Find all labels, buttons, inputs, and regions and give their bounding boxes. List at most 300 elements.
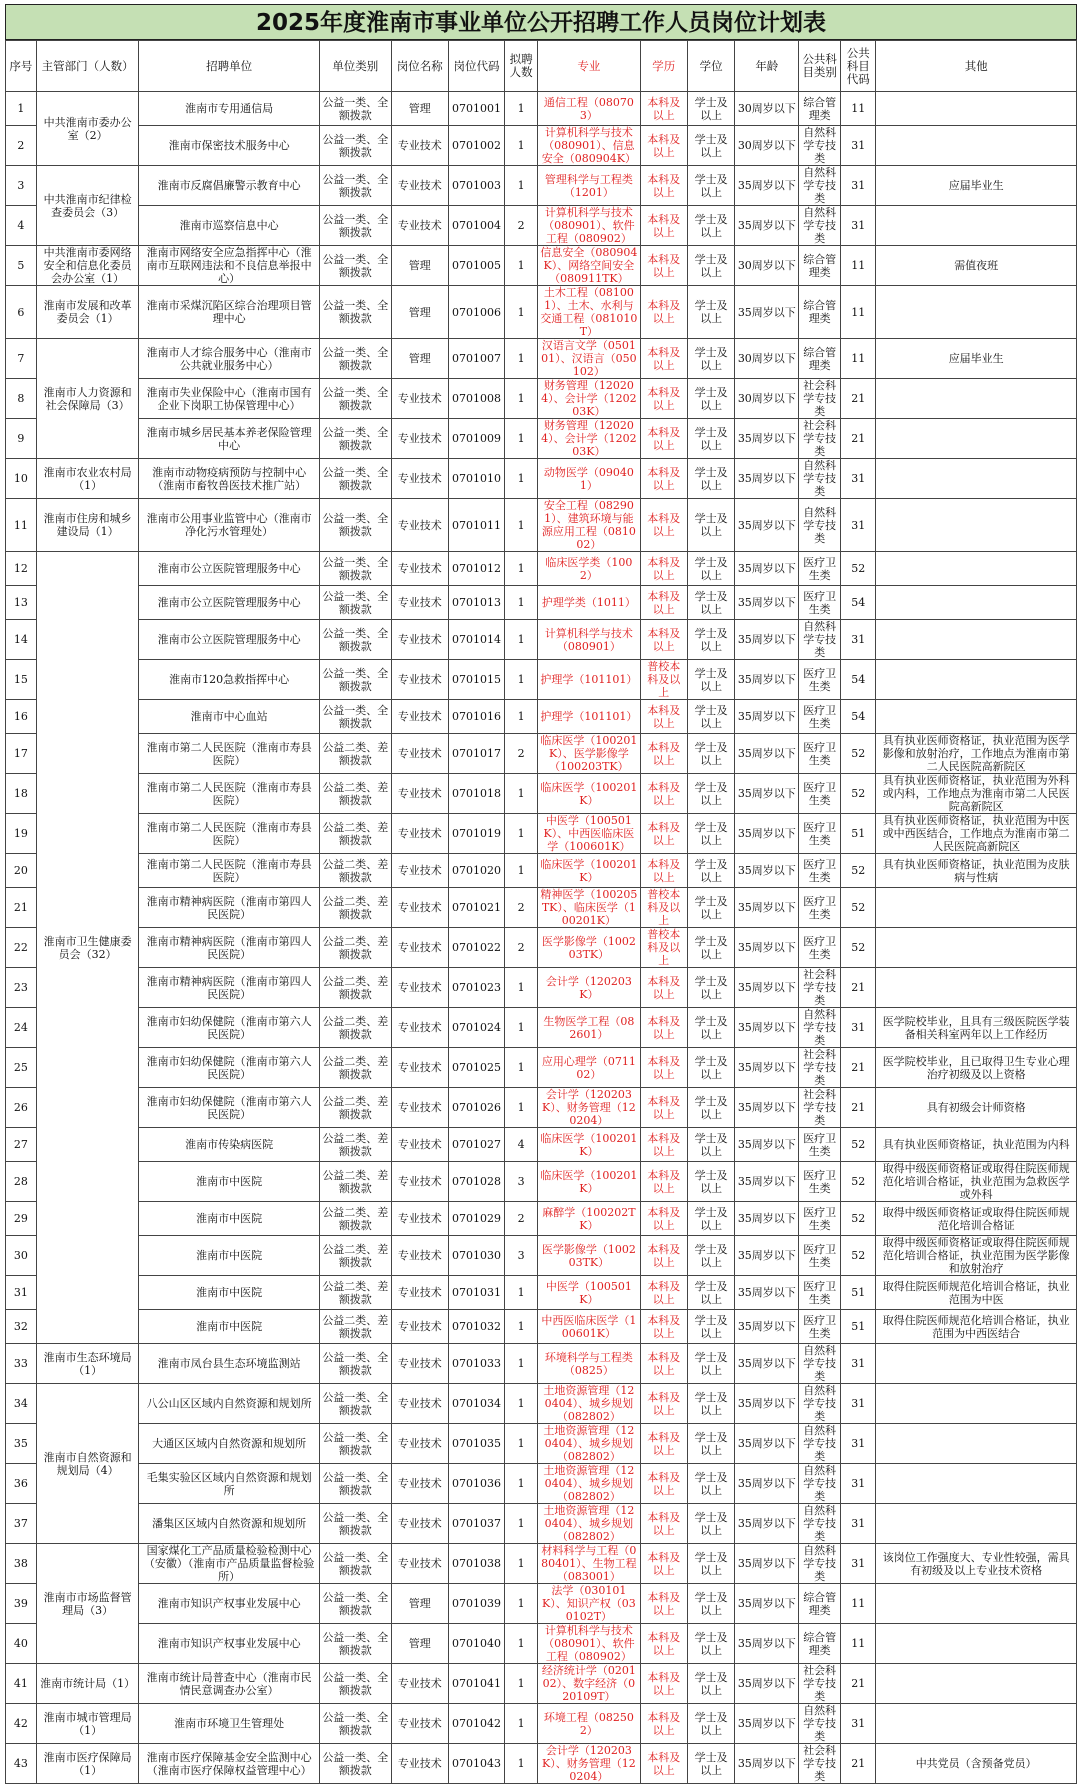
cell-unit-type: 公益二类、差额拨款 <box>320 1276 392 1310</box>
cell-edu: 本科及以上 <box>640 734 687 774</box>
cell-exam-cat: 自然科学专技类 <box>799 1344 841 1384</box>
cell-exam-cat: 自然科学专技类 <box>799 459 841 499</box>
cell-exam-cat: 自然科学专技类 <box>799 1008 841 1048</box>
cell-exam-code: 11 <box>841 92 876 126</box>
cell-exam-code: 54 <box>841 700 876 734</box>
cell-age: 30周岁以下 <box>735 379 799 419</box>
cell-age: 35周岁以下 <box>735 928 799 968</box>
cell-unit: 淮南市妇幼保健院（淮南市第六人民医院） <box>139 1008 320 1048</box>
cell-dept: 淮南市住房和城乡建设局（1） <box>36 499 138 552</box>
cell-other: 具有执业医师资格证，执业范围为外科或内科，工作地点为淮南市第二人民医院高新院区 <box>876 774 1077 814</box>
cell-dept: 淮南市人力资源和社会保障局（3） <box>36 339 138 459</box>
cell-no: 25 <box>6 1048 37 1088</box>
cell-no: 41 <box>6 1664 37 1704</box>
cell-degree: 学士及以上 <box>687 286 734 339</box>
cell-pos-code: 0701020 <box>448 854 504 888</box>
cell-exam-cat: 医疗卫生类 <box>799 1236 841 1276</box>
cell-pos-name: 专业技术 <box>391 1384 448 1424</box>
cell-major: 会计学（120203K）、财务管理（120204） <box>538 1088 640 1128</box>
cell-age: 35周岁以下 <box>735 499 799 552</box>
cell-age: 35周岁以下 <box>735 854 799 888</box>
cell-major: 医学影像学（100203TK） <box>538 928 640 968</box>
cell-pos-code: 0701016 <box>448 700 504 734</box>
cell-degree: 学士及以上 <box>687 1162 734 1202</box>
cell-exam-code: 52 <box>841 888 876 928</box>
cell-unit-type: 公益一类、全额拨款 <box>320 459 392 499</box>
cell-major: 计算机科学与技术（080901） <box>538 620 640 660</box>
cell-major: 计算机科学与技术（080901）、软件工程（080902） <box>538 1624 640 1664</box>
cell-major: 麻醉学（100202TK） <box>538 1202 640 1236</box>
cell-pos-code: 0701009 <box>448 419 504 459</box>
cell-count: 1 <box>505 1344 538 1384</box>
cell-unit-type: 公益一类、全额拨款 <box>320 660 392 700</box>
cell-degree: 学士及以上 <box>687 92 734 126</box>
cell-major: 材料科学与工程（080401）、生物工程（083001） <box>538 1544 640 1584</box>
cell-unit-type: 公益一类、全额拨款 <box>320 700 392 734</box>
cell-pos-name: 专业技术 <box>391 379 448 419</box>
cell-age: 35周岁以下 <box>735 1544 799 1584</box>
cell-other <box>876 928 1077 968</box>
cell-major: 法学（030101K）、知识产权（030102T） <box>538 1584 640 1624</box>
cell-unit-type: 公益二类、差额拨款 <box>320 814 392 854</box>
table-row <box>6 1008 1077 1048</box>
cell-degree: 学士及以上 <box>687 1236 734 1276</box>
cell-exam-cat: 社会科学专技类 <box>799 419 841 459</box>
cell-pos-name: 专业技术 <box>391 586 448 620</box>
cell-edu: 本科及以上 <box>640 1424 687 1464</box>
cell-exam-cat: 自然科学专技类 <box>799 1384 841 1424</box>
cell-other: 具有执业医师资格证，执业范围为皮肤病与性病 <box>876 854 1077 888</box>
cell-major: 信息安全（080904K）、网络空间安全（080911TK） <box>538 246 640 286</box>
cell-no: 42 <box>6 1704 37 1744</box>
table-header-row <box>6 41 1077 92</box>
cell-degree: 学士及以上 <box>687 379 734 419</box>
cell-age: 30周岁以下 <box>735 126 799 166</box>
cell-unit-type: 公益一类、全额拨款 <box>320 206 392 246</box>
cell-no: 6 <box>6 286 37 339</box>
cell-dept: 中共淮南市委办公室（2） <box>36 92 138 166</box>
cell-pos-code: 0701031 <box>448 1276 504 1310</box>
cell-pos-code: 0701036 <box>448 1464 504 1504</box>
cell-exam-code: 31 <box>841 206 876 246</box>
table-body <box>6 92 1077 1784</box>
cell-age: 35周岁以下 <box>735 166 799 206</box>
cell-edu: 本科及以上 <box>640 419 687 459</box>
cell-pos-name: 专业技术 <box>391 126 448 166</box>
cell-unit-type: 公益二类、差额拨款 <box>320 1202 392 1236</box>
cell-other: 具有执业医师资格证，执业范围为内科 <box>876 1128 1077 1162</box>
col-header-exam-cat: 公共科目类别 <box>799 41 841 92</box>
cell-pos-code: 0701018 <box>448 774 504 814</box>
table-row <box>6 928 1077 968</box>
cell-pos-code: 0701042 <box>448 1704 504 1744</box>
cell-pos-code: 0701039 <box>448 1584 504 1624</box>
cell-count: 1 <box>505 1704 538 1744</box>
cell-unit-type: 公益一类、全额拨款 <box>320 1504 392 1544</box>
cell-unit: 淮南市人才综合服务中心（淮南市公共就业服务中心） <box>139 339 320 379</box>
cell-age: 35周岁以下 <box>735 1384 799 1424</box>
cell-edu: 本科及以上 <box>640 1504 687 1544</box>
cell-no: 7 <box>6 339 37 379</box>
cell-count: 1 <box>505 854 538 888</box>
cell-unit-type: 公益一类、全额拨款 <box>320 339 392 379</box>
table-row <box>6 206 1077 246</box>
cell-exam-code: 51 <box>841 814 876 854</box>
table-row <box>6 774 1077 814</box>
table-row <box>6 126 1077 166</box>
cell-unit-type: 公益二类、差额拨款 <box>320 888 392 928</box>
cell-pos-code: 0701011 <box>448 499 504 552</box>
cell-exam-code: 31 <box>841 166 876 206</box>
cell-edu: 本科及以上 <box>640 1464 687 1504</box>
cell-pos-code: 0701017 <box>448 734 504 774</box>
cell-exam-cat: 自然科学专技类 <box>799 620 841 660</box>
cell-exam-code: 21 <box>841 1744 876 1784</box>
cell-count: 1 <box>505 499 538 552</box>
table-row <box>6 419 1077 459</box>
cell-exam-cat: 医疗卫生类 <box>799 888 841 928</box>
cell-pos-name: 专业技术 <box>391 1276 448 1310</box>
cell-exam-code: 54 <box>841 660 876 700</box>
table-row <box>6 1584 1077 1624</box>
cell-major: 通信工程（080703） <box>538 92 640 126</box>
cell-unit: 淮南市公用事业监管中心（淮南市净化污水管理处） <box>139 499 320 552</box>
cell-pos-name: 专业技术 <box>391 700 448 734</box>
cell-no: 13 <box>6 586 37 620</box>
cell-unit: 淮南市知识产权事业发展中心 <box>139 1584 320 1624</box>
cell-age: 35周岁以下 <box>735 206 799 246</box>
cell-unit-type: 公益一类、全额拨款 <box>320 1464 392 1504</box>
cell-other <box>876 1384 1077 1424</box>
col-header-major: 专业 <box>538 41 640 92</box>
cell-pos-code: 0701026 <box>448 1088 504 1128</box>
cell-other: 具有初级会计师资格 <box>876 1088 1077 1128</box>
cell-age: 35周岁以下 <box>735 1664 799 1704</box>
cell-exam-code: 21 <box>841 379 876 419</box>
cell-count: 1 <box>505 126 538 166</box>
cell-edu: 本科及以上 <box>640 166 687 206</box>
cell-no: 4 <box>6 206 37 246</box>
cell-age: 35周岁以下 <box>735 1202 799 1236</box>
cell-other: 具有执业医师资格证，执业范围为医学影像和放射治疗，工作地点为淮南市第二人民医院高新院区 <box>876 734 1077 774</box>
cell-major: 动物医学（090401） <box>538 459 640 499</box>
cell-count: 4 <box>505 1128 538 1162</box>
cell-degree: 学士及以上 <box>687 774 734 814</box>
cell-age: 35周岁以下 <box>735 774 799 814</box>
cell-pos-name: 专业技术 <box>391 1008 448 1048</box>
cell-age: 35周岁以下 <box>735 419 799 459</box>
cell-age: 35周岁以下 <box>735 734 799 774</box>
cell-unit: 八公山区区域内自然资源和规划所 <box>139 1384 320 1424</box>
cell-age: 35周岁以下 <box>735 968 799 1008</box>
cell-major: 临床医学类（1002） <box>538 552 640 586</box>
cell-pos-name: 管理 <box>391 92 448 126</box>
cell-no: 32 <box>6 1310 37 1344</box>
cell-exam-code: 52 <box>841 1236 876 1276</box>
cell-major: 汉语言文学（050101）、汉语言（050102） <box>538 339 640 379</box>
cell-exam-code: 11 <box>841 286 876 339</box>
cell-pos-code: 0701015 <box>448 660 504 700</box>
cell-other <box>876 1584 1077 1624</box>
cell-pos-code: 0701010 <box>448 459 504 499</box>
cell-exam-code: 31 <box>841 1464 876 1504</box>
cell-no: 27 <box>6 1128 37 1162</box>
table-row <box>6 379 1077 419</box>
cell-pos-code: 0701030 <box>448 1236 504 1276</box>
cell-major: 会计学（120203K）、财务管理（120204） <box>538 1744 640 1784</box>
cell-pos-code: 0701027 <box>448 1128 504 1162</box>
cell-unit: 淮南市专用通信局 <box>139 92 320 126</box>
cell-other: 取得中级医师资格证或取得住院医师规范化培训合格证 <box>876 1202 1077 1236</box>
cell-age: 30周岁以下 <box>735 92 799 126</box>
cell-count: 1 <box>505 814 538 854</box>
cell-pos-name: 专业技术 <box>391 1704 448 1744</box>
cell-exam-code: 31 <box>841 126 876 166</box>
cell-exam-cat: 综合管理类 <box>799 246 841 286</box>
cell-unit: 淮南市巡察信息中心 <box>139 206 320 246</box>
cell-unit: 淮南市公立医院管理服务中心 <box>139 552 320 586</box>
cell-exam-code: 11 <box>841 339 876 379</box>
cell-pos-name: 专业技术 <box>391 1162 448 1202</box>
cell-pos-name: 专业技术 <box>391 206 448 246</box>
cell-exam-code: 31 <box>841 1344 876 1384</box>
cell-degree: 学士及以上 <box>687 1310 734 1344</box>
cell-exam-cat: 自然科学专技类 <box>799 499 841 552</box>
cell-no: 21 <box>6 888 37 928</box>
cell-unit: 毛集实验区区域内自然资源和规划所 <box>139 1464 320 1504</box>
table-row <box>6 888 1077 928</box>
cell-count: 1 <box>505 1276 538 1310</box>
cell-edu: 本科及以上 <box>640 1744 687 1784</box>
cell-count: 3 <box>505 1236 538 1276</box>
cell-dept: 淮南市市场监督管理局（3） <box>36 1544 138 1664</box>
col-header-exam-code: 公共科目代码 <box>841 41 876 92</box>
cell-degree: 学士及以上 <box>687 246 734 286</box>
cell-unit-type: 公益一类、全额拨款 <box>320 1424 392 1464</box>
cell-pos-name: 专业技术 <box>391 734 448 774</box>
cell-count: 2 <box>505 206 538 246</box>
cell-no: 14 <box>6 620 37 660</box>
cell-age: 35周岁以下 <box>735 1088 799 1128</box>
cell-no: 8 <box>6 379 37 419</box>
cell-count: 2 <box>505 888 538 928</box>
cell-unit: 淮南市公立医院管理服务中心 <box>139 620 320 660</box>
cell-count: 1 <box>505 660 538 700</box>
cell-unit-type: 公益一类、全额拨款 <box>320 1384 392 1424</box>
cell-pos-code: 0701001 <box>448 92 504 126</box>
cell-pos-code: 0701005 <box>448 246 504 286</box>
cell-major: 临床医学（100201K） <box>538 854 640 888</box>
cell-pos-name: 专业技术 <box>391 1048 448 1088</box>
cell-pos-code: 0701034 <box>448 1384 504 1424</box>
cell-unit: 淮南市知识产权事业发展中心 <box>139 1624 320 1664</box>
cell-age: 35周岁以下 <box>735 1162 799 1202</box>
cell-no: 17 <box>6 734 37 774</box>
cell-exam-cat: 社会科学专技类 <box>799 1664 841 1704</box>
cell-exam-cat: 医疗卫生类 <box>799 928 841 968</box>
cell-exam-cat: 医疗卫生类 <box>799 1276 841 1310</box>
cell-unit-type: 公益二类、差额拨款 <box>320 928 392 968</box>
cell-exam-code: 31 <box>841 499 876 552</box>
cell-unit: 淮南市采煤沉陷区综合治理项目管理中心 <box>139 286 320 339</box>
cell-other <box>876 1344 1077 1384</box>
cell-pos-name: 专业技术 <box>391 854 448 888</box>
cell-no: 15 <box>6 660 37 700</box>
cell-edu: 本科及以上 <box>640 586 687 620</box>
cell-major: 经济统计学（020102）、数字经济（020109T） <box>538 1664 640 1704</box>
cell-unit-type: 公益二类、差额拨款 <box>320 1048 392 1088</box>
cell-degree: 学士及以上 <box>687 1624 734 1664</box>
cell-exam-code: 52 <box>841 552 876 586</box>
cell-other: 应届毕业生 <box>876 166 1077 206</box>
cell-age: 35周岁以下 <box>735 1464 799 1504</box>
cell-pos-name: 专业技术 <box>391 1088 448 1128</box>
cell-pos-code: 0701037 <box>448 1504 504 1544</box>
cell-count: 1 <box>505 774 538 814</box>
cell-count: 1 <box>505 1624 538 1664</box>
cell-unit-type: 公益一类、全额拨款 <box>320 1744 392 1784</box>
cell-age: 35周岁以下 <box>735 1310 799 1344</box>
cell-age: 35周岁以下 <box>735 814 799 854</box>
cell-other <box>876 1624 1077 1664</box>
cell-exam-code: 52 <box>841 1202 876 1236</box>
cell-edu: 本科及以上 <box>640 968 687 1008</box>
cell-age: 35周岁以下 <box>735 1236 799 1276</box>
cell-exam-code: 31 <box>841 1704 876 1744</box>
cell-count: 1 <box>505 1464 538 1504</box>
cell-dept: 淮南市城市管理局（1） <box>36 1704 138 1744</box>
cell-pos-code: 0701029 <box>448 1202 504 1236</box>
col-header-pos-code: 岗位代码 <box>448 41 504 92</box>
cell-no: 22 <box>6 928 37 968</box>
cell-dept: 淮南市统计局（1） <box>36 1664 138 1704</box>
cell-exam-code: 11 <box>841 1584 876 1624</box>
cell-unit: 大通区区域内自然资源和规划所 <box>139 1424 320 1464</box>
cell-no: 10 <box>6 459 37 499</box>
table-row <box>6 1384 1077 1424</box>
table-row <box>6 1344 1077 1384</box>
table-row <box>6 166 1077 206</box>
cell-no: 2 <box>6 126 37 166</box>
cell-age: 35周岁以下 <box>735 620 799 660</box>
cell-unit: 淮南市第二人民医院（淮南市寿县医院） <box>139 814 320 854</box>
cell-other <box>876 1464 1077 1504</box>
cell-edu: 本科及以上 <box>640 1344 687 1384</box>
cell-pos-name: 管理 <box>391 339 448 379</box>
cell-degree: 学士及以上 <box>687 586 734 620</box>
cell-degree: 学士及以上 <box>687 1048 734 1088</box>
cell-unit: 淮南市120急救指挥中心 <box>139 660 320 700</box>
cell-unit: 淮南市中心血站 <box>139 700 320 734</box>
cell-degree: 学士及以上 <box>687 734 734 774</box>
cell-major: 管理科学与工程类（1201） <box>538 166 640 206</box>
cell-no: 35 <box>6 1424 37 1464</box>
cell-unit-type: 公益二类、差额拨款 <box>320 734 392 774</box>
cell-other <box>876 700 1077 734</box>
cell-other <box>876 1504 1077 1544</box>
cell-exam-code: 31 <box>841 1504 876 1544</box>
cell-degree: 学士及以上 <box>687 1584 734 1624</box>
cell-dept: 淮南市自然资源和规划局（4） <box>36 1384 138 1544</box>
cell-unit-type: 公益二类、差额拨款 <box>320 1310 392 1344</box>
cell-major: 财务管理（120204）、会计学（120203K） <box>538 379 640 419</box>
cell-degree: 学士及以上 <box>687 339 734 379</box>
cell-edu: 本科及以上 <box>640 1544 687 1584</box>
cell-other <box>876 379 1077 419</box>
cell-exam-cat: 医疗卫生类 <box>799 854 841 888</box>
cell-exam-code: 51 <box>841 1276 876 1310</box>
cell-pos-code: 0701028 <box>448 1162 504 1202</box>
cell-no: 29 <box>6 1202 37 1236</box>
cell-pos-name: 专业技术 <box>391 1236 448 1276</box>
cell-unit: 淮南市网络安全应急指挥中心（淮南市互联网违法和不良信息举报中心） <box>139 246 320 286</box>
cell-exam-code: 31 <box>841 620 876 660</box>
cell-edu: 本科及以上 <box>640 1276 687 1310</box>
cell-pos-code: 0701043 <box>448 1744 504 1784</box>
cell-edu: 本科及以上 <box>640 459 687 499</box>
cell-major: 安全工程（082901）、建筑环境与能源应用工程（081002） <box>538 499 640 552</box>
cell-pos-code: 0701014 <box>448 620 504 660</box>
cell-no: 31 <box>6 1276 37 1310</box>
cell-edu: 本科及以上 <box>640 854 687 888</box>
cell-exam-cat: 自然科学专技类 <box>799 166 841 206</box>
cell-pos-name: 管理 <box>391 286 448 339</box>
cell-major: 土地资源管理（120404）、城乡规划（082802） <box>538 1504 640 1544</box>
cell-pos-name: 专业技术 <box>391 1310 448 1344</box>
cell-pos-name: 专业技术 <box>391 1202 448 1236</box>
table-row <box>6 1544 1077 1584</box>
cell-count: 2 <box>505 734 538 774</box>
cell-other <box>876 459 1077 499</box>
cell-major: 环境工程（082502） <box>538 1704 640 1744</box>
cell-exam-cat: 综合管理类 <box>799 339 841 379</box>
cell-other <box>876 1664 1077 1704</box>
cell-degree: 学士及以上 <box>687 814 734 854</box>
cell-age: 35周岁以下 <box>735 1276 799 1310</box>
cell-edu: 本科及以上 <box>640 1624 687 1664</box>
cell-edu: 本科及以上 <box>640 339 687 379</box>
cell-unit-type: 公益一类、全额拨款 <box>320 1584 392 1624</box>
cell-degree: 学士及以上 <box>687 1664 734 1704</box>
cell-major: 临床医学（100201K） <box>538 774 640 814</box>
cell-pos-name: 专业技术 <box>391 1664 448 1704</box>
cell-count: 1 <box>505 620 538 660</box>
cell-unit: 淮南市反腐倡廉警示教育中心 <box>139 166 320 206</box>
cell-unit-type: 公益二类、差额拨款 <box>320 1162 392 1202</box>
cell-unit: 国家煤化工产品质量检验检测中心（安徽）（淮南市产品质量监督检验所） <box>139 1544 320 1584</box>
cell-unit-type: 公益一类、全额拨款 <box>320 246 392 286</box>
cell-edu: 本科及以上 <box>640 1384 687 1424</box>
cell-age: 35周岁以下 <box>735 1624 799 1664</box>
cell-degree: 学士及以上 <box>687 206 734 246</box>
cell-count: 1 <box>505 552 538 586</box>
cell-pos-code: 0701038 <box>448 1544 504 1584</box>
cell-exam-code: 52 <box>841 1128 876 1162</box>
cell-degree: 学士及以上 <box>687 1128 734 1162</box>
col-header-other: 其他 <box>876 41 1077 92</box>
cell-pos-name: 专业技术 <box>391 1464 448 1504</box>
cell-other <box>876 888 1077 928</box>
cell-unit: 淮南市精神病医院（淮南市第四人民医院） <box>139 928 320 968</box>
cell-degree: 学士及以上 <box>687 1744 734 1784</box>
cell-unit: 淮南市精神病医院（淮南市第四人民医院） <box>139 888 320 928</box>
cell-exam-code: 31 <box>841 1384 876 1424</box>
cell-dept: 淮南市医疗保障局（1） <box>36 1744 138 1784</box>
cell-no: 30 <box>6 1236 37 1276</box>
col-header-edu: 学历 <box>640 41 687 92</box>
cell-exam-code: 31 <box>841 1544 876 1584</box>
cell-exam-cat: 医疗卫生类 <box>799 660 841 700</box>
